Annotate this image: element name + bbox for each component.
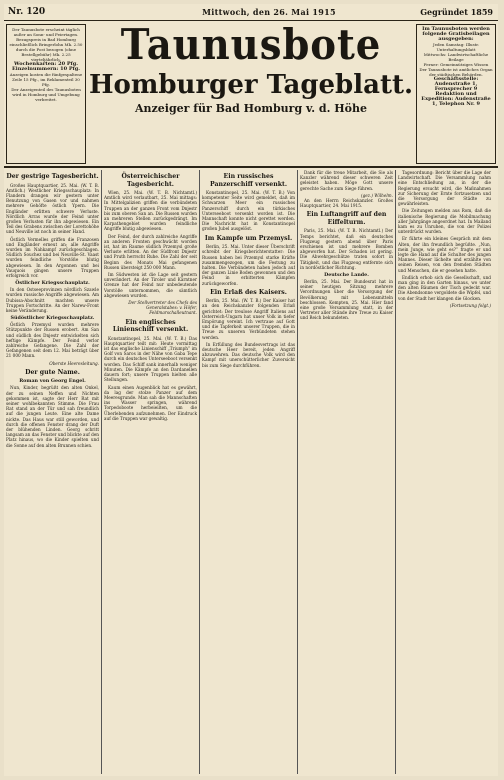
- article-paragraph: Konstantinopel, 25. Mai. (W. T. B.) Das Hauptquartier teilt mit: Heute vormittag ist das englische Linienschiff „Triumph“ im Golf von Saros in der Nähe von Gaba Tepe durch ein deutsches Unterseeboot versenkt worden. Das Schiff sank innerhalb weniger Minuten. Die Kämpfe an den Dardanellen dauern fort; unsere Truppen hielten alle Stellungen.: [104, 335, 197, 383]
- supplements-info-box: [416, 24, 496, 164]
- masthead-title: Taunusbote: [120, 20, 382, 69]
- info-line: Der Taunusbote erscheint täglich außer an Sonn- und Feiertagen.: [12, 27, 80, 37]
- masthead-rule: [4, 166, 498, 168]
- article-paragraph: In den Ostseeprovinzen nördlich Szawle wurden russische Angriffe abgewiesen. Am Dubissa-Abschnitt machten unsere Truppen Fortschritte. An der Narew-Front keine Veränderung.: [6, 287, 99, 313]
- info-line: Bezugspreis in Bad Homburg einschließlich Bringerlohn Mk. 2.50: [9, 37, 83, 47]
- masthead-tagline: Anzeiger für Bad Homburg v. d. Höhe: [135, 102, 367, 115]
- article-paragraph: Tagesordnung: Bericht über die Lage der Landwirtschaft. Die Versammlung nahm eine Entschließung an, in der die Regierung ersucht wird, die Maßnahmen zur Sicherung der Ernte fortzusetzen und die Versorgung der Städte zu gewährleisten.: [398, 170, 491, 207]
- info-line: Mittwochs: Landwirtschaftliche Beilage: [423, 52, 489, 62]
- article-paragraph: In Erfüllung des Bundesvertrags ist das deutsche Heer bereit, jeden Angriff abzuwehren. Das deutsche Volk wird den Kampf mit unerschütterlicher Zuversicht bis zum Siege durchführen.: [202, 341, 295, 368]
- article-heading: Ein englisches Linienschiff versenkt.: [112, 318, 189, 334]
- article-signature: (gez.) Wilhelm.: [360, 192, 393, 198]
- article-paragraph: Östlich Vermelles griffen die Franzosen und Engländer erneut an; alle Angriffe wurden im Nahkampf zurückgeschlagen. Südlich Souchez und bei Neuville-St. Vaast wurden feindliche Vorstöße blutig abgewiesen. In den Argonnen und bei Vauquois gingen unsere Truppen erfolgreich vor.: [6, 236, 99, 278]
- column-2: [104, 170, 197, 776]
- masthead: [88, 22, 414, 116]
- column-4: [300, 170, 393, 776]
- article-heading: Ein Erlaß des Kaisers.: [210, 288, 287, 296]
- issue-number: Nr. 120: [8, 7, 46, 17]
- masthead-subtitle: Homburger Tageblatt.: [88, 70, 414, 100]
- article-paragraph: An den Herrn Reichskanzler. Großes Hauptquartier, 24. Mai 1915.: [300, 198, 393, 209]
- info-line: Der Taunusbote ist amtliches Organ der städtischen Behörden.: [419, 67, 493, 77]
- article-paragraph: Großes Hauptquartier, 25. Mai. (W. T. B. Amtlich.) Westlicher Kriegsschauplatz: In Flandern drangen wir gestern unter Benutzung von Gasen vor und nahmen mehrere Gehöfte östlich Ypern. Die Engländer erlitten schwere Verluste. Nördlich Arras wurde der Feind unter großen Verlusten für ihn abgewiesen. Ein Teil des Grabens zwischen der Lorettohöhe und Neuville ist noch in seiner Hand.: [6, 182, 99, 235]
- column-3: [202, 170, 295, 776]
- column-divider: [297, 170, 298, 774]
- article-heading: Ein Luftangriff auf den Eiffelturm.: [306, 211, 387, 226]
- article-paragraph: Er führte ein kleines Gespräch mit dem Alten, der ihn freundlich begrüßte. „Nun, mein Junge, wie geht es?“ fragte er und legte die Hand auf die Schulter des jungen Mannes. Dieser lächelte und erzählte von seinen Reisen, von den fremden Städten und Menschen, die er gesehen hatte.: [398, 236, 491, 273]
- article-heading: Ein russisches Panzerschiff versenkt.: [209, 173, 288, 188]
- feuilleton-author: Roman von Georg Engel.: [19, 378, 86, 385]
- article-subheading: Deutsche Lande.: [324, 272, 369, 279]
- founded-note: Gegründet 1859: [420, 7, 493, 17]
- info-line: Anzeigen kosten die fünfgespaltene Zeile 15 Pfg., im Reklamenteil 30 Pfg.: [9, 72, 83, 87]
- continued-note: (Fortsetzung folgt.): [449, 302, 491, 308]
- article-paragraph: Der Feind, der durch zahlreiche Angriffe an anderen Fronten geschwächt worden ist, hat im Raume südlich Przemysl große Verluste erlitten. An der Südfront Dnjestr und Pruth herrscht Ruhe. Die Zahl der seit Beginn des Monats Mai gefangenen Russen übersteigt 250 000 Mann.: [104, 233, 197, 270]
- article-paragraph: Berlin, 25. Mai. Unter dieser Überschrift schreibt der Kriegsberichterstatter: Die Russen haben bei Przemysl starke Kräfte zusammengezogen, um die Festung zu halten. Die Verbündeten haben jedoch auf der ganzen Linie Boden gewonnen und den Feind in erbitterten Kämpfen zurückgeworfen.: [202, 244, 295, 286]
- article-heading: Im Kampfe um Przemysl.: [204, 234, 293, 242]
- article-paragraph: Östlich Przemysl wurden mehrere Stützpunkte der Russen erobert. Am San und südlich des Dnjestr entwickelten sich heftige Kämpfe. Der Feind verlor zahlreiche Gefangene. Die Zahl der Gefangenen seit dem 12. Mai beträgt über 21 000 Mann.: [6, 322, 99, 359]
- newspaper-page: [4, 4, 498, 776]
- info-line: Jeden Samstag: Illustr. Unterhaltungsblatt: [432, 42, 479, 52]
- column-5: [398, 170, 491, 776]
- article-subheading: Südöstlicher Kriegsschauplatz.: [10, 315, 95, 322]
- subscription-info-box: [6, 24, 86, 164]
- info-line: durch die Post bezogen (ohne Bestellgebühr) Mk. 2.25 vierteljährlich.: [15, 47, 77, 62]
- article-paragraph: Paris, 25. Mai. (W. T. B. Nichtamtl.) Der Temps berichtet, daß ein deutsches Flugzeug gestern abend über Paris erschienen ist und mehrere Bomben abgeworfen hat. Der Schaden ist gering. Die Abwehrgeschütze traten sofort in Tätigkeit, und das Flugzeug entfernte sich in nordöstlicher Richtung.: [300, 228, 393, 270]
- info-line: Geschäftsstelle: Audenstraße 1, Fernsprecher 9: [433, 76, 479, 92]
- info-line: Redaktion und Expedition: Audenstraße 1, Telephon Nr. 9: [421, 91, 491, 107]
- article-paragraph: Endlich erhob sich die Gesellschaft, und man ging in den Garten hinaus, wo unter den alten Bäumen der Tisch gedeckt war. Die Abendsonne vergoldete die Wipfel, und von der Stadt her klangen die Glocken.: [398, 274, 491, 301]
- article-signature: Der Stellvertreter des Chefs des Generalstabes: v. Höfer, Feldmarschalleutnant.: [128, 300, 197, 316]
- article-paragraph: Die Zeitungen melden aus Rom, daß die italienische Regierung die Mobilmachung aller Jahrgänge angeordnet hat. In Mailand kam es zu Unruhen, die von der Polizei unterdrückt wurden.: [398, 208, 491, 235]
- article-paragraph: Berlin, 25. Mai. Der Bundesrat hat in seiner heutigen Sitzung mehrere Verordnungen über die Versorgung der Bevölkerung mit Lebensmitteln beschlossen. Kempten, 25. Mai. Hier fand eine große Versammlung statt, in der Vertreter aller Stände ihre Treue zu Kaiser und Reich bekundeten.: [300, 279, 393, 321]
- date-bar: [4, 4, 498, 21]
- article-paragraph: Wien, 25. Mai. (W. T. B. Nichtamtl.) Amtlich wird verlautbart, 25. Mai mittags: In Mittelgalizien griffen die verbündeten Truppen an der ganzen Front vom Dnjestr bis zum oberen San an. Die Russen wurden an mehreren Stellen zurückgedrängt. Im Karpathengebiet wurden feindliche Angriffe blutig abgewiesen.: [104, 190, 197, 232]
- column-divider: [199, 170, 200, 774]
- info-line: Ferner: Gemeinnütziges Wissen: [423, 62, 489, 67]
- article-paragraph: Nun, Kinder, begrüßt den alten Onkel, der zu seinen Neffen und Nichten gekommen ist, sagte der Herr Rat mit seiner wohlbekannten Stimme. Die Frau Rat stand an der Tür und sah freundlich auf die jungen Leute. Eine alte Dame nickte. Das Haus war still geworden, und durch die offenen Fenster drang der Duft der blühenden Linden. Georg schritt langsam an das Fenster und blickte auf den Platz hinaus, wo die Kinder spielten und die Sonne auf den alten Brunnen schien.: [6, 385, 99, 448]
- article-paragraph: Konstantinopel, 25. Mai. (W. T. B.) Von kompetenter Seite wird gemeldet, daß im Schwarzen Meer ein russisches Panzerschiff durch ein türkisches Unterseeboot versenkt worden ist. Die Mannschaft konnte nicht gerettet werden. Die Nachricht hat in Konstantinopel großen Jubel ausgelöst.: [202, 190, 295, 232]
- info-line: Im Taunusboten werden folgende Gratisbeilagen ausgegeben:: [422, 26, 490, 42]
- issue-date: Mittwoch, den 26. Mai 1915: [202, 7, 336, 17]
- article-paragraph: Dank für die treue Mitarbeit, die Sie als Kanzler während dieser schweren Zeit geleistet haben. Möge Gott unsere gerechte Sache zum Siege führen.: [300, 170, 393, 191]
- article-signature: Oberste Heeresleitung.: [49, 360, 99, 366]
- column-divider: [101, 170, 102, 774]
- article-heading: Der gestrige Tagesbericht.: [6, 173, 99, 180]
- feuilleton-heading: Der gute Name.: [25, 368, 80, 376]
- info-line: Einzelnummern: 10 Pfg.: [11, 66, 80, 72]
- article-subheading: Östlicher Kriegsschauplatz.: [15, 280, 90, 287]
- column-1: [6, 170, 99, 776]
- info-line: Der Anzeigenteil des Taunusboten wird in Homburg und Umgebung verbreitet.: [11, 87, 81, 102]
- article-paragraph: Berlin, 25. Mai. (W. T. B.) Der Kaiser hat an den Reichskanzler folgenden Erlaß gerichtet: Der treulose Angriff Italiens auf Österreich-Ungarn hat unser Volk in tiefer Empörung vereint. Ich vertraue auf Gott und die Tapferkeit unserer Truppen, die in Treue zu unseren Verbündeten stehen werden.: [202, 298, 295, 340]
- info-line: Wochenkarten: 20 Pfg.: [14, 61, 78, 67]
- article-paragraph: Im Südwesten ist die Lage seit gestern unverändert. An der Tiroler und Kärntner Grenze hat der Feind nur unbedeutende Vorstöße unternommen, die sämtlich abgewiesen wurden.: [104, 272, 197, 298]
- article-heading: Österreichischer Tagesbericht.: [121, 173, 180, 188]
- article-paragraph: Kaum einen Augenblick hat es gewährt, da lag der stolze Panzer auf dem Meeresgrunde. Man sah die Mannschaften ins Wasser springen, während Torpedoboote herbeieilten, um die Überlebenden aufzunehmen. Der Eindruck auf die Truppen war gewaltig.: [104, 384, 197, 421]
- column-divider: [395, 170, 396, 774]
